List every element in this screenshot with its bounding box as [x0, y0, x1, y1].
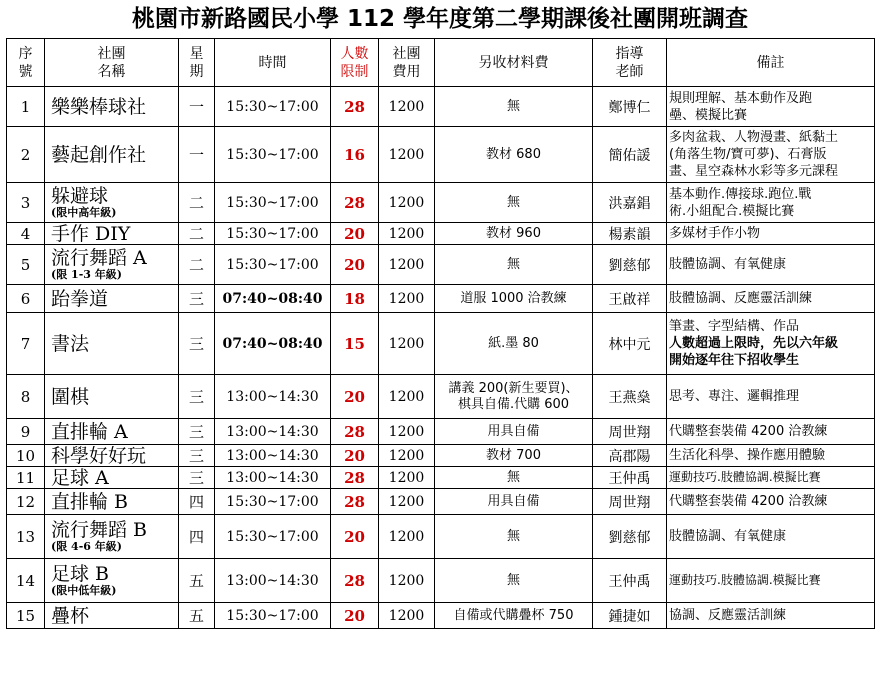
time-slot: 15:30~17:00	[215, 87, 331, 127]
row-number: 8	[7, 375, 45, 419]
club-fee: 1200	[379, 445, 435, 467]
header-name: 社團 名稱	[45, 39, 179, 87]
row-number: 5	[7, 245, 45, 285]
header-time: 時間	[215, 39, 331, 87]
club-name: 直排輪 B	[51, 490, 129, 513]
club-name-cell	[45, 245, 179, 285]
teacher-name: 劉慈郁	[593, 515, 667, 559]
header-no: 序 號	[7, 39, 45, 87]
club-fee: 1200	[379, 313, 435, 375]
row-number: 10	[7, 445, 45, 467]
club-name-cell	[45, 313, 179, 375]
table-row	[7, 445, 875, 467]
teacher-name: 楊素韻	[593, 223, 667, 245]
capacity-limit: 20	[331, 445, 379, 467]
capacity-limit: 18	[331, 285, 379, 313]
weekday: 三	[179, 467, 215, 489]
row-number: 3	[7, 183, 45, 223]
weekday: 五	[179, 603, 215, 629]
table-row	[7, 87, 875, 127]
club-name: 樂樂棒球社	[51, 95, 147, 118]
club-name-cell	[45, 375, 179, 419]
weekday: 三	[179, 285, 215, 313]
note-cell: 代購整套裝備 4200 洽教練	[667, 419, 875, 445]
club-fee: 1200	[379, 127, 435, 183]
teacher-name: 周世翔	[593, 419, 667, 445]
club-name-cell	[45, 127, 179, 183]
capacity-limit: 20	[331, 515, 379, 559]
row-number: 7	[7, 313, 45, 375]
table-row	[7, 489, 875, 515]
header-capacity: 人數 限制	[331, 39, 379, 87]
row-number: 6	[7, 285, 45, 313]
header-note: 備註	[667, 39, 875, 87]
time-slot: 15:30~17:00	[215, 245, 331, 285]
material-fee: 無	[435, 87, 593, 127]
club-name: 疊杯	[51, 604, 90, 627]
club-fee: 1200	[379, 559, 435, 603]
club-fee: 1200	[379, 515, 435, 559]
row-number: 4	[7, 223, 45, 245]
material-fee: 用具自備	[435, 419, 593, 445]
capacity-limit: 28	[331, 87, 379, 127]
row-number: 9	[7, 419, 45, 445]
row-number: 11	[7, 467, 45, 489]
note-cell: 運動技巧.肢體協調.模擬比賽	[667, 559, 875, 603]
row-number: 15	[7, 603, 45, 629]
weekday: 二	[179, 223, 215, 245]
club-fee: 1200	[379, 183, 435, 223]
club-fee: 1200	[379, 489, 435, 515]
table-row	[7, 375, 875, 419]
time-slot: 15:30~17:00	[215, 515, 331, 559]
material-fee: 紙.墨 80	[435, 313, 593, 375]
material-fee: 無	[435, 515, 593, 559]
capacity-limit: 20	[331, 245, 379, 285]
weekday: 三	[179, 419, 215, 445]
capacity-limit: 20	[331, 603, 379, 629]
time-slot: 15:30~17:00	[215, 223, 331, 245]
club-name-cell	[45, 183, 179, 223]
note-cell: 協調、反應靈活訓練	[667, 603, 875, 629]
time-slot: 15:30~17:00	[215, 183, 331, 223]
time-slot: 07:40~08:40	[215, 285, 331, 313]
row-number: 12	[7, 489, 45, 515]
note-cell: 肢體協調、有氧健康	[667, 515, 875, 559]
note-cell: 代購整套裝備 4200 洽教練	[667, 489, 875, 515]
capacity-limit: 16	[331, 127, 379, 183]
note-cell: 思考、專注、邏輯推理	[667, 375, 875, 419]
table-row	[7, 127, 875, 183]
note-cell: 筆畫、字型結構、作品 人數超過上限時，先以六年級 開始逐年往下招收學生	[667, 313, 875, 375]
header-day: 星 期	[179, 39, 215, 87]
club-survey-table	[6, 38, 875, 629]
club-restriction: (限 1-3 年級)	[51, 268, 122, 281]
teacher-name: 王啟祥	[593, 285, 667, 313]
club-name-cell	[45, 223, 179, 245]
teacher-name: 王仲禹	[593, 467, 667, 489]
club-name: 跆拳道	[51, 287, 109, 310]
teacher-name: 鍾捷如	[593, 603, 667, 629]
note-cell: 規則理解、基本動作及跑 壘、模擬比賽	[667, 87, 875, 127]
header-teacher: 指導 老師	[593, 39, 667, 87]
table-row	[7, 313, 875, 375]
club-restriction: (限 4-6 年級)	[51, 540, 122, 553]
club-fee: 1200	[379, 603, 435, 629]
note-cell: 肢體協調、有氧健康	[667, 245, 875, 285]
club-name-cell	[45, 445, 179, 467]
time-slot: 15:30~17:00	[215, 603, 331, 629]
row-number: 2	[7, 127, 45, 183]
club-fee: 1200	[379, 375, 435, 419]
teacher-name: 林中元	[593, 313, 667, 375]
capacity-limit: 28	[331, 559, 379, 603]
club-name-cell	[45, 603, 179, 629]
time-slot: 13:00~14:30	[215, 419, 331, 445]
material-fee: 無	[435, 559, 593, 603]
club-name-cell	[45, 489, 179, 515]
header-fee: 社團 費用	[379, 39, 435, 87]
material-fee: 教材 680	[435, 127, 593, 183]
table-row	[7, 419, 875, 445]
club-name-cell	[45, 559, 179, 603]
capacity-limit: 28	[331, 419, 379, 445]
weekday: 三	[179, 445, 215, 467]
club-name: 流行舞蹈 B	[51, 519, 148, 541]
capacity-limit: 28	[331, 467, 379, 489]
club-name-cell	[45, 285, 179, 313]
note-cell: 多媒材手作小物	[667, 223, 875, 245]
club-name-cell	[45, 515, 179, 559]
club-name-cell	[45, 467, 179, 489]
header-row	[7, 39, 875, 87]
time-slot: 07:40~08:40	[215, 313, 331, 375]
teacher-name: 劉慈郁	[593, 245, 667, 285]
table-row	[7, 559, 875, 603]
table-row	[7, 603, 875, 629]
teacher-name: 洪嘉錩	[593, 183, 667, 223]
page-title: 桃園市新路國民小學 112 學年度第二學期課後社團開班調查	[131, 6, 749, 32]
table-row	[7, 183, 875, 223]
club-name: 圍棋	[51, 385, 90, 408]
club-fee: 1200	[379, 223, 435, 245]
club-name-cell	[45, 419, 179, 445]
header-material: 另收材料費	[435, 39, 593, 87]
material-fee: 自備或代購疊杯 750	[435, 603, 593, 629]
weekday: 四	[179, 515, 215, 559]
note-cell: 運動技巧.肢體協調.模擬比賽	[667, 467, 875, 489]
club-restriction: (限中低年級)	[51, 584, 117, 597]
capacity-limit: 28	[331, 489, 379, 515]
row-number: 13	[7, 515, 45, 559]
material-fee: 道服 1000 洽教練	[435, 285, 593, 313]
material-fee: 無	[435, 467, 593, 489]
weekday: 三	[179, 313, 215, 375]
table-row	[7, 285, 875, 313]
material-fee: 教材 700	[435, 445, 593, 467]
weekday: 五	[179, 559, 215, 603]
club-fee: 1200	[379, 87, 435, 127]
club-name: 藝起創作社	[51, 143, 147, 166]
club-name-cell	[45, 87, 179, 127]
club-name: 科學好好玩	[51, 444, 147, 467]
time-slot: 13:00~14:30	[215, 559, 331, 603]
note-cell: 多肉盆栽、人物漫畫、紙黏土 (角落生物/寶可夢)、石膏版 畫、星空森林水彩等多元課程	[667, 127, 875, 183]
note-cell: 生活化科學、操作應用體驗	[667, 445, 875, 467]
teacher-name: 王仲禹	[593, 559, 667, 603]
note-cell: 肢體協調、反應靈活訓練	[667, 285, 875, 313]
capacity-limit: 20	[331, 223, 379, 245]
weekday: 三	[179, 375, 215, 419]
note-cell: 基本動作.傳接球.跑位.戰 術.小組配合.模擬比賽	[667, 183, 875, 223]
teacher-name: 周世翔	[593, 489, 667, 515]
time-slot: 13:00~14:30	[215, 467, 331, 489]
club-name: 足球 B	[51, 563, 110, 585]
time-slot: 13:00~14:30	[215, 445, 331, 467]
material-fee: 用具自備	[435, 489, 593, 515]
club-name: 手作 DIY	[51, 222, 131, 245]
table-row	[7, 515, 875, 559]
row-number: 14	[7, 559, 45, 603]
time-slot: 15:30~17:00	[215, 489, 331, 515]
teacher-name: 簡佑諼	[593, 127, 667, 183]
capacity-limit: 28	[331, 183, 379, 223]
weekday: 二	[179, 183, 215, 223]
club-name: 足球 A	[51, 466, 109, 489]
weekday: 四	[179, 489, 215, 515]
time-slot: 13:00~14:30	[215, 375, 331, 419]
material-fee: 講義 200(新生要買)、 棋具自備.代購 600	[435, 375, 593, 419]
table-row	[7, 245, 875, 285]
table-row	[7, 467, 875, 489]
teacher-name: 王燕燊	[593, 375, 667, 419]
material-fee: 無	[435, 245, 593, 285]
material-fee: 教材 960	[435, 223, 593, 245]
weekday: 二	[179, 245, 215, 285]
club-name: 直排輪 A	[51, 420, 128, 443]
weekday: 一	[179, 127, 215, 183]
capacity-limit: 20	[331, 375, 379, 419]
material-fee: 無	[435, 183, 593, 223]
club-fee: 1200	[379, 285, 435, 313]
teacher-name: 高郡陽	[593, 445, 667, 467]
club-name: 書法	[51, 332, 90, 355]
table-row	[7, 223, 875, 245]
capacity-limit: 15	[331, 313, 379, 375]
teacher-name: 鄭博仁	[593, 87, 667, 127]
club-name: 躲避球	[51, 185, 109, 207]
club-name: 流行舞蹈 A	[51, 247, 147, 269]
club-fee: 1200	[379, 245, 435, 285]
club-restriction: (限中高年級)	[51, 206, 117, 219]
club-fee: 1200	[379, 467, 435, 489]
row-number: 1	[7, 87, 45, 127]
weekday: 一	[179, 87, 215, 127]
time-slot: 15:30~17:00	[215, 127, 331, 183]
club-fee: 1200	[379, 419, 435, 445]
